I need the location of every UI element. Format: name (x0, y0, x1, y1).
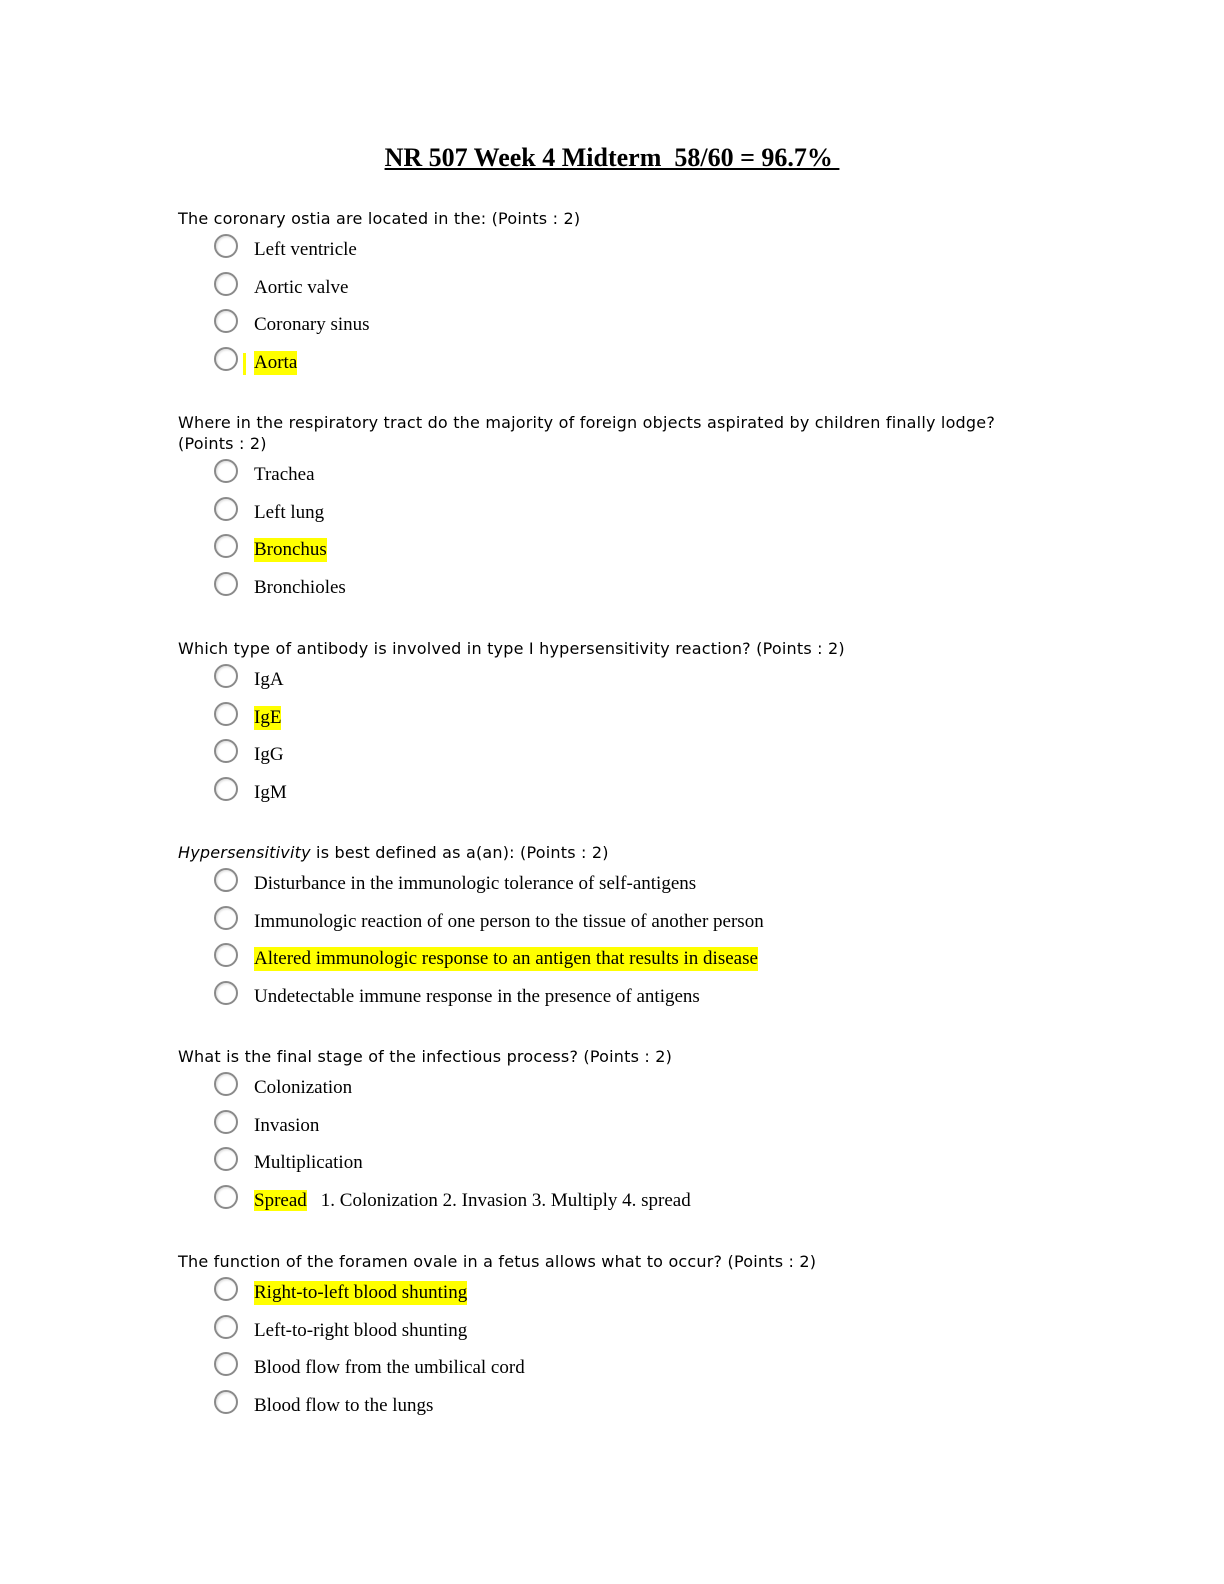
radio-button[interactable] (214, 1277, 238, 1301)
option-label-highlighted: Right-to-left blood shunting (254, 1282, 468, 1303)
question-4 (178, 842, 1018, 1018)
answer-option[interactable] (178, 906, 1018, 944)
option-label-highlighted: Bronchus (254, 539, 327, 560)
question-text (178, 842, 1018, 863)
option-label-highlighted: Spread (254, 1189, 307, 1211)
option-label-highlighted: Aorta (254, 351, 298, 373)
answer-option[interactable] (178, 868, 1018, 906)
question-1 (178, 208, 1018, 384)
radio-button[interactable] (214, 534, 238, 558)
answer-option[interactable] (178, 1147, 1018, 1185)
question-text: What is the final stage of the infectious process? (Points : 2) (178, 1047, 673, 1066)
radio-button[interactable] (214, 1315, 238, 1339)
question-text: Where in the respiratory tract do the majority of foreign objects aspirated by children finally lodge? (Points : 2) (178, 413, 996, 453)
page-title: NR 507 Week 4 Midterm 58/60 = 96.7% (384, 143, 840, 172)
answer-option-highlighted[interactable] (178, 1277, 1018, 1315)
answer-option[interactable] (178, 1352, 1018, 1390)
answer-option[interactable] (178, 572, 1018, 610)
option-label: Blood flow to the lungs (254, 1394, 434, 1416)
radio-button[interactable] (214, 739, 238, 763)
radio-button[interactable] (214, 777, 238, 801)
option-label: IgA (254, 669, 284, 690)
highlight-mark (243, 353, 246, 375)
option-label: Left ventricle (254, 239, 357, 260)
radio-button[interactable] (214, 868, 238, 892)
question-text-rest: is best defined as a(an): (Points : 2) (310, 843, 609, 862)
option-label-with-note (254, 1189, 691, 1213)
radio-button[interactable] (214, 272, 238, 296)
answer-option[interactable] (178, 777, 1018, 815)
radio-button[interactable] (214, 572, 238, 596)
radio-button[interactable] (214, 1185, 238, 1209)
radio-button[interactable] (214, 1147, 238, 1171)
radio-button[interactable] (214, 459, 238, 483)
answer-option[interactable] (178, 739, 1018, 777)
radio-button[interactable] (214, 981, 238, 1005)
option-label: Aortic valve (254, 276, 349, 298)
answer-option[interactable] (178, 1110, 1018, 1148)
question-text-italic: Hypersensitivity (178, 843, 311, 862)
answer-option[interactable] (178, 309, 1018, 347)
answer-option-highlighted[interactable] (178, 702, 1018, 740)
option-label: Multiplication (254, 1152, 363, 1173)
option-label: Trachea (254, 464, 315, 485)
answer-option[interactable] (178, 459, 1018, 497)
question-6 (178, 1251, 1018, 1427)
option-label-highlighted: IgE (254, 706, 282, 728)
radio-button[interactable] (214, 1390, 238, 1414)
answer-option[interactable] (178, 1390, 1018, 1428)
answer-option[interactable] (178, 1072, 1018, 1110)
radio-button[interactable] (214, 309, 238, 333)
answer-option[interactable] (178, 981, 1018, 1019)
answer-option-highlighted[interactable] (178, 347, 1018, 385)
option-label: Immunologic reaction of one person to the tissue of another person (254, 910, 764, 932)
radio-button[interactable] (214, 497, 238, 521)
option-label: Coronary sinus (254, 314, 370, 335)
option-label: Left-to-right blood shunting (254, 1319, 468, 1341)
answer-option[interactable] (178, 664, 1018, 702)
answer-option[interactable] (178, 272, 1018, 310)
radio-button[interactable] (214, 1110, 238, 1134)
option-label: Colonization (254, 1077, 353, 1098)
answer-option[interactable] (178, 1315, 1018, 1353)
option-label: Bronchioles (254, 576, 346, 598)
answer-option-highlighted[interactable] (178, 1185, 1018, 1223)
radio-button[interactable] (214, 943, 238, 967)
answer-note: 1. Colonization 2. Invasion 3. Multiply 4. spread (320, 1189, 691, 1211)
answer-option-highlighted[interactable] (178, 943, 1018, 981)
radio-button[interactable] (214, 1072, 238, 1096)
option-label: Invasion (254, 1114, 320, 1136)
answer-option-highlighted[interactable] (178, 534, 1018, 572)
answer-option[interactable] (178, 234, 1018, 272)
radio-button[interactable] (214, 347, 238, 371)
question-text: The coronary ostia are located in the: (Points : 2) (178, 209, 581, 228)
option-label: IgG (254, 744, 284, 765)
radio-button[interactable] (214, 906, 238, 930)
radio-button[interactable] (214, 1352, 238, 1376)
option-label-highlighted: Altered immunologic response to an antigen that results in disease (254, 948, 758, 969)
question-3 (178, 638, 1018, 814)
radio-button[interactable] (214, 234, 238, 258)
option-label: IgM (254, 781, 287, 803)
radio-button[interactable] (214, 664, 238, 688)
question-2 (178, 412, 1018, 609)
question-text: Which type of antibody is involved in type I hypersensitivity reaction? (Points : 2) (178, 639, 845, 658)
question-5 (178, 1046, 1018, 1222)
option-label: Left lung (254, 501, 325, 523)
option-label: Disturbance in the immunologic tolerance of self-antigens (254, 873, 697, 894)
option-label: Blood flow from the umbilical cord (254, 1357, 525, 1378)
option-label: Undetectable immune response in the presence of antigens (254, 985, 700, 1007)
answer-option[interactable] (178, 497, 1018, 535)
question-text: The function of the foramen ovale in a fetus allows what to occur? (Points : 2) (178, 1252, 817, 1271)
radio-button[interactable] (214, 702, 238, 726)
